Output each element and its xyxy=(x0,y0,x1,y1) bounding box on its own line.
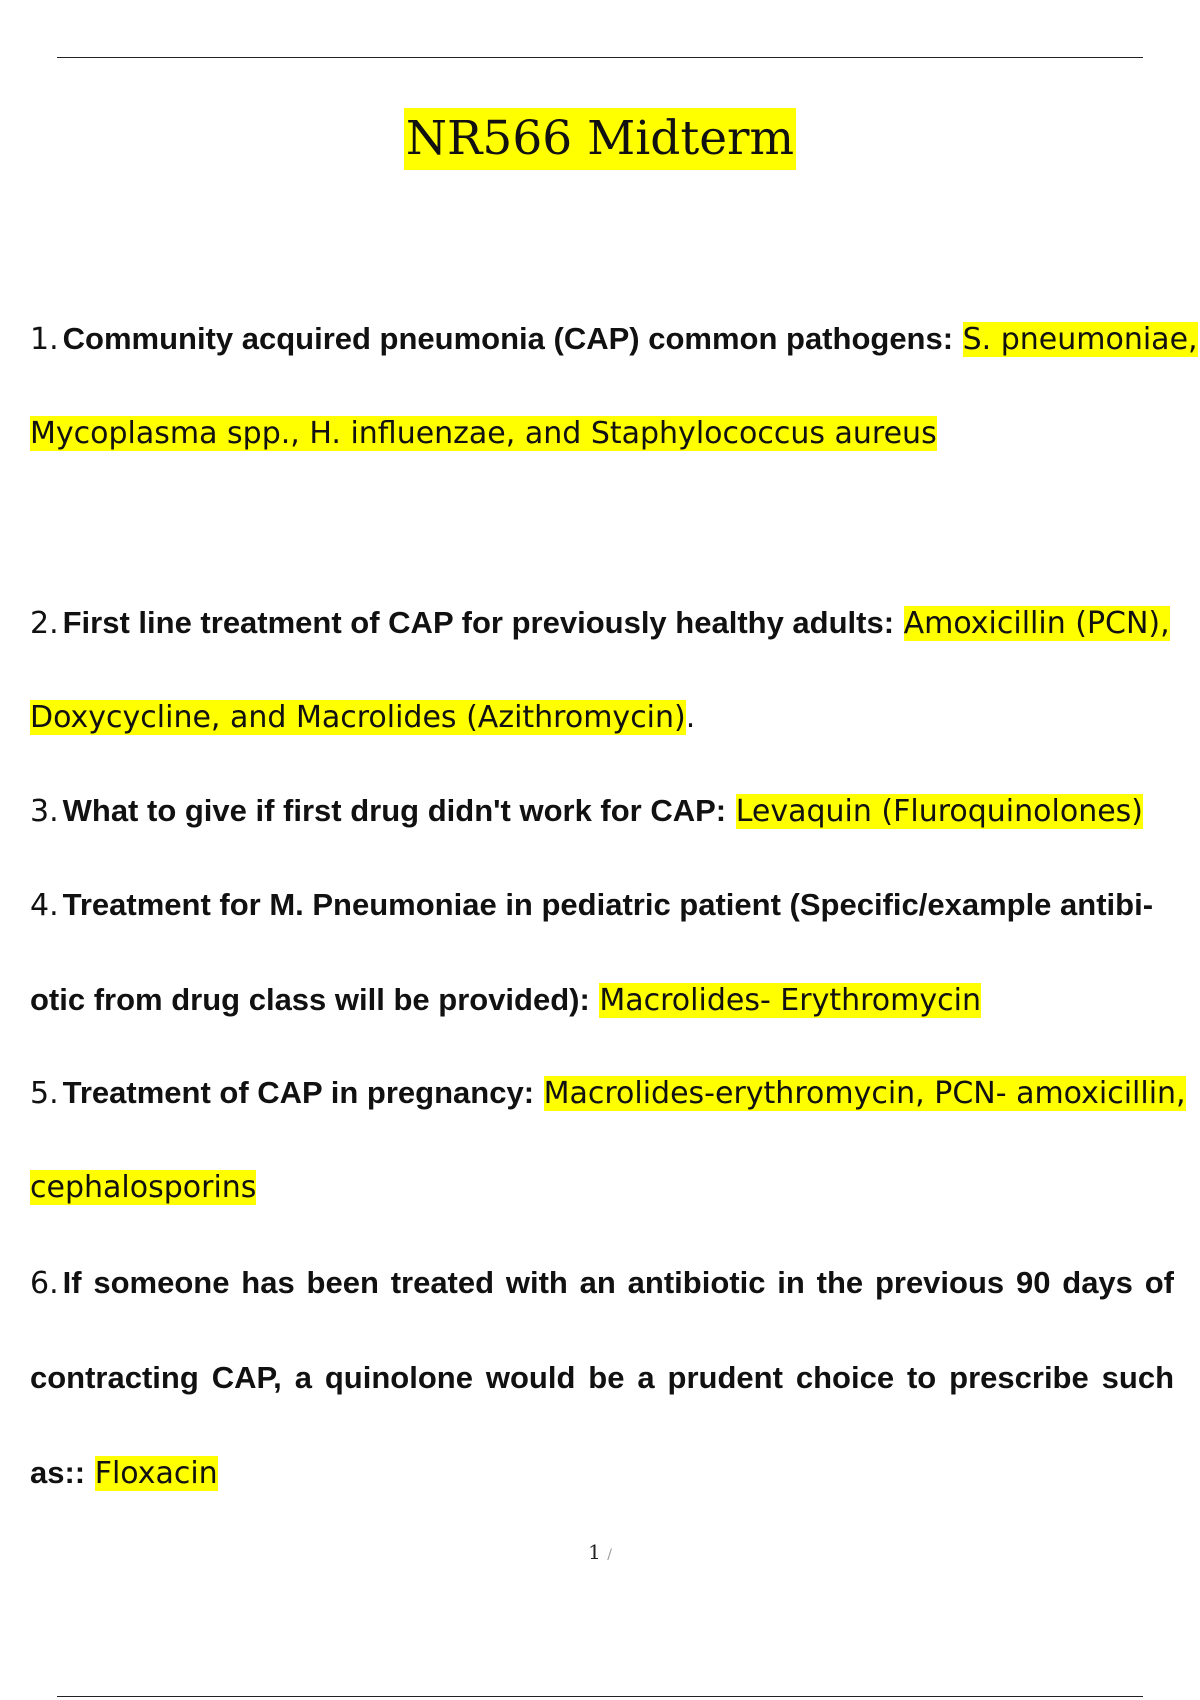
question-number: 6. xyxy=(30,1266,59,1301)
question-5 xyxy=(30,1046,1200,1235)
question-3 xyxy=(30,764,1200,859)
question-answer: Amoxicillin (PCN), Doxycycline, and Macrolides (Azithromycin) xyxy=(30,606,1170,735)
question-answer: Levaquin (Fluroquinolones) xyxy=(735,794,1144,829)
question-prompt: What to give if first drug didn't work for CAP: xyxy=(62,793,727,828)
question-4 xyxy=(30,858,1200,1048)
question-prompt: Treatment for M. Pneumoniae in pediatric patient (Specific/example antibi- otic from drug class will be provided): xyxy=(30,887,1154,1017)
question-number: 1. xyxy=(30,322,59,357)
question-number: 2. xyxy=(30,606,59,641)
page-number-separator: / xyxy=(607,1547,612,1563)
question-answer: S. pneumoniae, Mycoplasma spp., H. influenzae, and Staphylococcus aureus xyxy=(30,322,1198,451)
document-title: NR566 Midterm xyxy=(404,108,796,170)
question-2 xyxy=(30,576,1200,765)
question-prompt: Community acquired pneumonia (CAP) common pathogens: xyxy=(62,321,954,356)
question-answer: Macrolides-erythromycin, PCN- amoxicillin, cephalosporins xyxy=(30,1076,1186,1205)
question-prompt: If someone has been treated with an antibiotic in the previous 90 days of contracting CAP, a quinolone would be a prudent choice to prescribe such as:: xyxy=(30,1265,1174,1490)
question-number: 4. xyxy=(30,888,59,923)
question-6 xyxy=(30,1236,1174,1521)
question-answer: Floxacin xyxy=(94,1456,218,1491)
title-block xyxy=(0,108,1200,170)
header-rule xyxy=(57,57,1143,58)
question-prompt: Treatment of CAP in pregnancy: xyxy=(62,1075,535,1110)
footer-rule xyxy=(57,1696,1143,1697)
page-number xyxy=(0,1540,1200,1564)
question-1 xyxy=(30,292,1200,481)
question-suffix: . xyxy=(685,700,696,735)
question-number: 5. xyxy=(30,1076,59,1111)
page-number-value: 1 xyxy=(588,1540,601,1564)
question-prompt: First line treatment of CAP for previously healthy adults: xyxy=(62,605,895,640)
question-answer: Macrolides- Erythromycin xyxy=(599,983,981,1018)
question-number: 3. xyxy=(30,794,59,829)
